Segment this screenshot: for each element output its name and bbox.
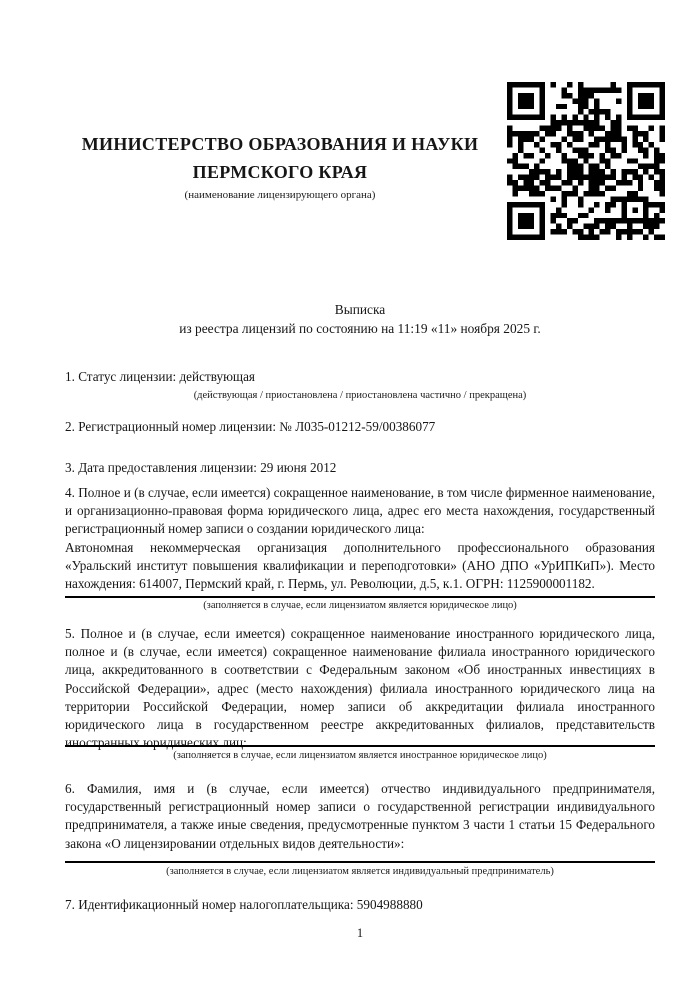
fill-in-rule-legal-entity [65,596,655,598]
ministry-name-line1: МИНИСТЕРСТВО ОБРАЗОВАНИЯ И НАУКИ [81,134,479,154]
document-title-line2: из реестра лицензий по состоянию на 11:19 «11» ноября 2025 г. [179,321,541,336]
ministry-caption: (наименование лицензирующего органа) [184,189,376,201]
item-legal-entity [65,484,655,593]
item-inn: 7. Идентификационный номер налогоплательщика: 5904988880 [65,897,423,912]
item-entrepreneur-caption: (заполняется в случае, если лицензиатом является индивидуальный предприниматель) [166,866,554,877]
document-title-line1: Выписка [334,302,386,317]
fill-in-rule-entrepreneur [65,861,655,863]
document-title [65,300,655,338]
item-legal-entity-caption: (заполняется в случае, если лицензиатом является юридическое лицо) [203,600,517,611]
page-number: 1 [356,926,364,940]
item-legal-entity-value: Автономная некоммерческая организация дополнительного профессионального образования «Уральский институт повышения квалификации и переподготовки» (АНО ДПО «УрИПКиП»). Место нахождения: 614007, Пермский край, г. Пермь, ул. Революции, д.5, к.1. ОГРН: 1125900001182. [65,539,655,592]
ministry-name-line2: ПЕРМСКОГО КРАЯ [192,162,368,182]
item-grant-date: 3. Дата предоставления лицензии: 29 июня 2012 [65,460,337,475]
item-foreign-entity-caption: (заполняется в случае, если лицензиатом является иностранное юридическое лицо) [173,750,547,761]
ministry-name [65,130,495,186]
item-status-caption: (действующая / приостановлена / приостановлена частично / прекращена) [193,390,527,401]
fill-in-rule-foreign-entity [65,745,655,747]
item-reg-number: 2. Регистрационный номер лицензии: № Л035-01212-59/00386077 [65,419,436,434]
item-entrepreneur: 6. Фамилия, имя и (в случае, если имеется) отчество индивидуального предпринимателя, государственный регистрационный номер записи о государственной регистрации индивидуального предпринимателя, а также иные сведения, предусмотренные пунктом 3 части 1 статьи 15 Федерального закона «О лицензировании отдельных видов деятельности»: [65,781,655,851]
qr-code-icon [507,82,665,240]
item-legal-entity-label: 4. Полное и (в случае, если имеется) сокращенное наименование, в том числе фирменное наименование, и организационно-правовая форма юридического лица, адрес его места нахождения, государственный регистрационный номер записи о создании юридического лица: [65,485,655,537]
item-status: 1. Статус лицензии: действующая [65,369,256,384]
item-foreign-entity: 5. Полное и (в случае, если имеется) сокращенное наименование иностранного юридического лица, полное и (в случае, если имеется) сокращенное наименование филиала иностранного юридического лица, аккредитованного в соответствии с Федеральным законом «Об иностранных инвестициях в Российской Федерации», адрес (место нахождения) филиала иностранного юридического лица на территории Российской Федерации, номер записи об аккредитации филиала иностранного юридического лица в государственном реестре аккредитованных филиалов, представительств иностранных юридических лиц: [65,626,655,751]
